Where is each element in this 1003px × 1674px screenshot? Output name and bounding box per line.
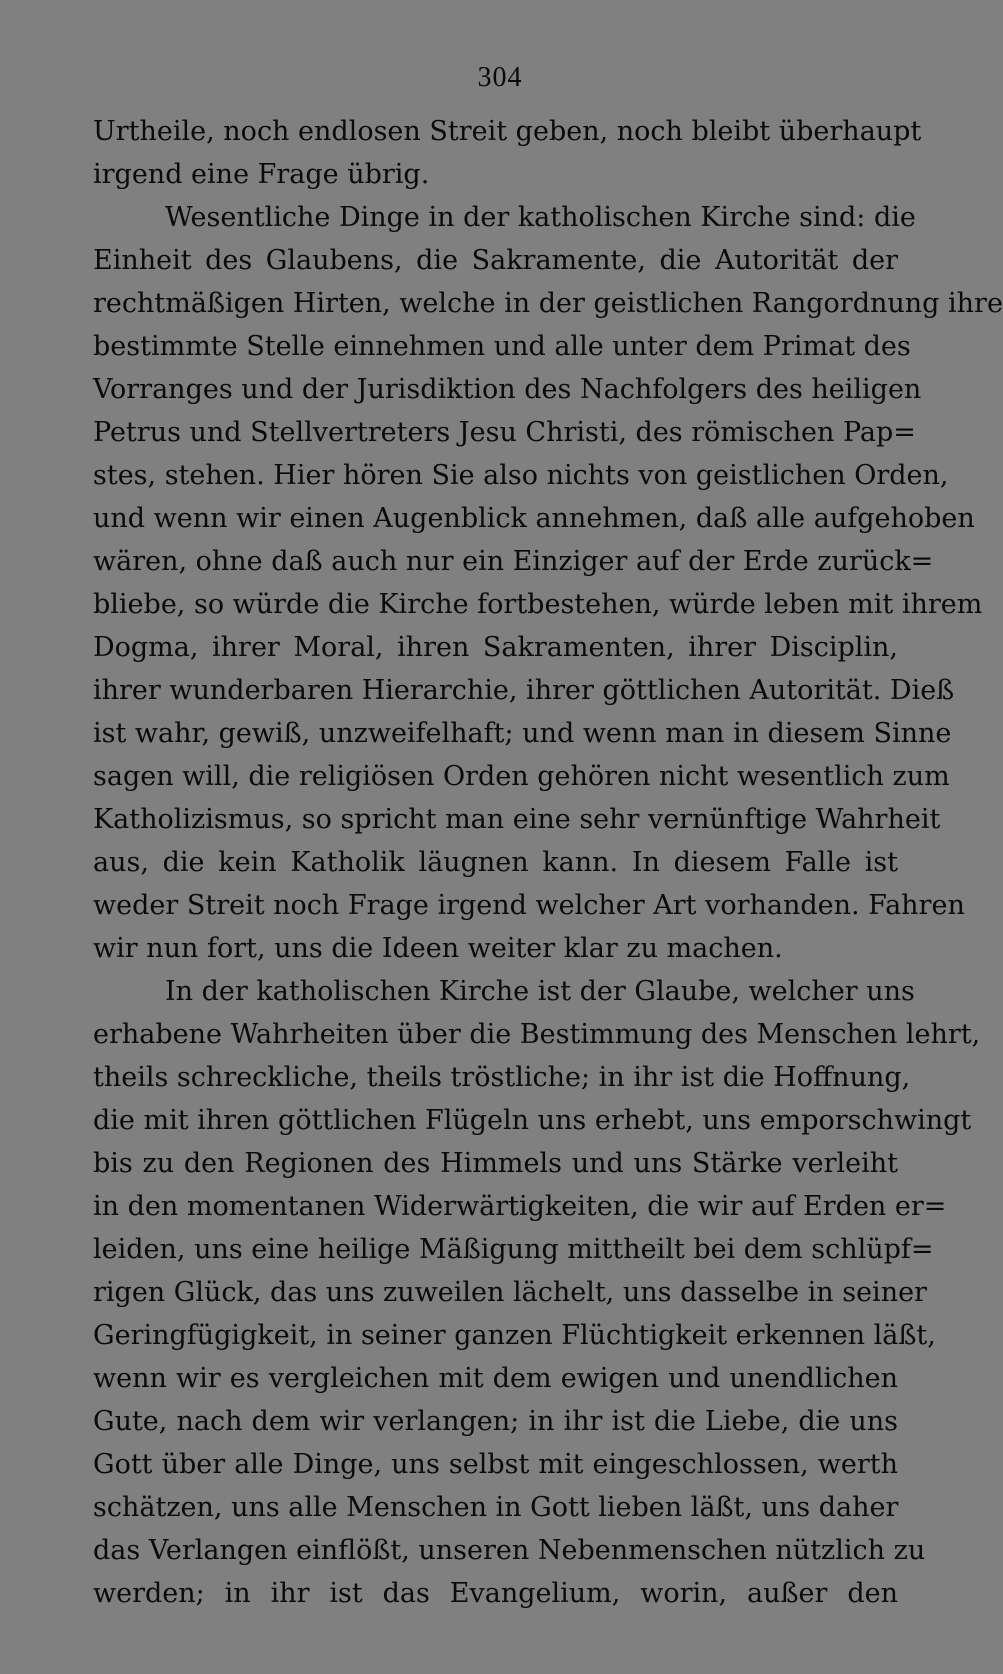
text-line: stes, stehen. Hier hören Sie also nichts von geistlichen Orden, bbox=[93, 460, 949, 491]
text-line: In der katholischen Kirche ist der Glaube, welcher uns bbox=[165, 976, 915, 1007]
text-line: Urtheile, noch endlosen Streit geben, noch bleibt überhaupt bbox=[93, 116, 922, 147]
text-line: wären, ohne daß auch nur ein Einziger auf der Erde zurück= bbox=[93, 546, 934, 577]
text-line: wenn wir es vergleichen mit dem ewigen und unendlichen bbox=[93, 1363, 898, 1394]
text-line: bestimmte Stelle einnehmen und alle unter dem Primat des bbox=[93, 331, 911, 362]
text-line: und wenn wir einen Augenblick annehmen, daß alle aufgehoben bbox=[93, 503, 975, 534]
text-line: ihrer wunderbaren Hierarchie, ihrer göttlichen Autorität. Dieß bbox=[93, 675, 955, 706]
text-line: das Verlangen einflößt, unseren Nebenmenschen nützlich zu bbox=[93, 1535, 926, 1566]
text-line: werden; in ihr ist das Evangelium, worin, außer den bbox=[93, 1578, 898, 1609]
text-line: Wesentliche Dinge in der katholischen Kirche sind: die bbox=[165, 202, 916, 233]
text-line: in den momentanen Widerwärtigkeiten, die wir auf Erden er= bbox=[93, 1191, 947, 1222]
text-line: Gute, nach dem wir verlangen; in ihr ist die Liebe, die uns bbox=[93, 1406, 898, 1437]
text-line: leiden, uns eine heilige Mäßigung mittheilt bei dem schlüpf= bbox=[93, 1234, 934, 1265]
text-line: aus, die kein Katholik läugnen kann. In diesem Falle ist bbox=[93, 847, 898, 878]
text-line: Vorranges und der Jurisdiktion des Nachfolgers des heiligen bbox=[93, 374, 922, 405]
text-line: Dogma, ihrer Moral, ihren Sakramenten, ihrer Disciplin, bbox=[93, 632, 898, 663]
text-line: Geringfügigkeit, in seiner ganzen Flüchtigkeit erkennen läßt, bbox=[93, 1320, 936, 1351]
text-line: ist wahr, gewiß, unzweifelhaft; und wenn man in diesem Sinne bbox=[93, 718, 952, 749]
text-line: Katholizismus, so spricht man eine sehr vernünftige Wahrheit bbox=[93, 804, 941, 835]
text-line: theils schreckliche, theils tröstliche; in ihr ist die Hoffnung, bbox=[93, 1062, 911, 1093]
text-line: Einheit des Glaubens, die Sakramente, die Autorität der bbox=[93, 245, 898, 276]
text-line: wir nun fort, uns die Ideen weiter klar zu machen. bbox=[93, 933, 783, 964]
text-line: rechtmäßigen Hirten, welche in der geistlichen Rangordnung ihre bbox=[93, 288, 1003, 319]
text-line: die mit ihren göttlichen Flügeln uns erhebt, uns emporschwingt bbox=[93, 1105, 972, 1136]
text-line: erhabene Wahrheiten über die Bestimmung des Menschen lehrt, bbox=[93, 1019, 981, 1050]
text-line: rigen Glück, das uns zuweilen lächelt, uns dasselbe in seiner bbox=[93, 1277, 927, 1308]
text-line: weder Streit noch Frage irgend welcher Art vorhanden. Fahren bbox=[93, 890, 965, 921]
page-number: 304 bbox=[477, 62, 523, 93]
text-line: sagen will, die religiösen Orden gehören nicht wesentlich zum bbox=[93, 761, 950, 792]
text-line: Petrus und Stellvertreters Jesu Christi, des römischen Pap= bbox=[93, 417, 916, 448]
text-line: irgend eine Frage übrig. bbox=[93, 159, 430, 190]
text-line: Gott über alle Dinge, uns selbst mit eingeschlossen, werth bbox=[93, 1449, 898, 1480]
text-line: bliebe, so würde die Kirche fortbestehen, würde leben mit ihrem bbox=[93, 589, 983, 620]
body-text bbox=[93, 110, 1003, 1615]
text-line: schätzen, uns alle Menschen in Gott lieben läßt, uns daher bbox=[93, 1492, 899, 1523]
text-line: bis zu den Regionen des Himmels und uns Stärke verleiht bbox=[93, 1148, 898, 1179]
